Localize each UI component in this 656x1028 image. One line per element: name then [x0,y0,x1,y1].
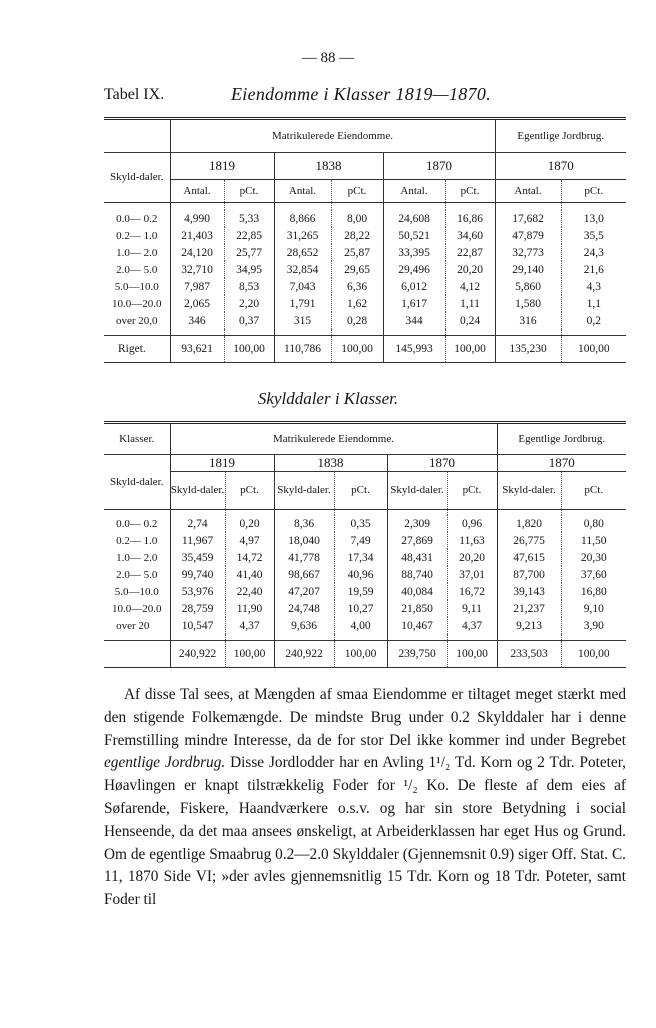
table-cell: 4,37 [225,617,274,634]
table-cell: 21,850 [387,600,447,617]
table-cell: 100,00 [225,640,274,667]
table-cell: 32,773 [495,244,561,261]
table-row [104,566,626,583]
table-cell: 20,20 [447,549,497,566]
table-row [104,227,626,244]
table-cell: 4,97 [225,532,274,549]
table-row [104,549,626,566]
table-cell: 1,791 [274,295,331,312]
emphasis-text: egentlige Jordbrug. [104,754,226,772]
table-row [104,278,626,295]
table-cell: 2,74 [170,515,225,532]
table-cell: 9,11 [447,600,497,617]
page-number: — 88 — [301,50,355,66]
year-header: 1870 [383,152,495,179]
table-cell: Riget. [104,335,170,362]
table-cell: 5,860 [495,278,561,295]
table-cell: 26,775 [497,532,561,549]
table-cell: 20,30 [561,549,626,566]
table-cell: 100,00 [445,335,495,362]
table-cell: 4,12 [445,278,495,295]
table-cell: 100,00 [331,335,383,362]
table-cell: 5.0—10.0 [114,280,159,293]
table-cell: 1,11 [445,295,495,312]
table-cell: 315 [274,312,331,329]
table-cell: 8,36 [274,515,334,532]
table-cell: 28,652 [274,244,331,261]
column-header: pCt. [561,471,626,509]
table-cell: 0,24 [445,312,495,329]
table-skylddaler [104,421,626,668]
table-cell: 135,230 [495,335,561,362]
column-header: Skyld-daler. [387,471,447,509]
table-cell: 1,820 [497,515,561,532]
table-cell: 100,00 [561,335,626,362]
table-cell: 6,36 [331,278,383,295]
table-cell: 0,28 [331,312,383,329]
table-cell: 316 [495,312,561,329]
table-label: Tabel IX. [104,86,165,103]
table-cell: 18,040 [274,532,334,549]
klasser-header: Klasser. [119,432,155,445]
row-header: Skyld-daler. [104,454,170,509]
table-cell: 24,3 [561,244,626,261]
table-cell: 33,395 [383,244,445,261]
table-cell: 239,750 [387,640,447,667]
table-cell: 9,636 [274,617,334,634]
table-cell: 100,00 [334,640,387,667]
table-cell: 0.2— 1.0 [116,229,158,242]
table-cell: 10,547 [170,617,225,634]
table-cell: 37,60 [561,566,626,583]
year-header: 1819 [170,454,274,471]
table-cell: 4,990 [170,210,224,227]
table-cell: 25,77 [224,244,274,261]
table-cell: 344 [383,312,445,329]
column-header: Antal. [170,179,224,202]
table-cell: 6,012 [383,278,445,295]
table-cell: 11,63 [447,532,497,549]
table-row [104,617,626,634]
table-title: Eiendomme i Klasser 1819—1870. [231,84,491,104]
table-cell: 10,27 [334,600,387,617]
table-cell: 47,207 [274,583,334,600]
table-cell: 40,084 [387,583,447,600]
row-header: Skyld-daler. [104,152,170,202]
text-span: Disse Jordlodder har en Avling 1¹/₂ Td. Korn og 2 Tdr. Poteter, Høavlingen er knapt tilstrækkelig Foder for ¹/₂ Ko. De fleste af dem eies af Søfarende, Fiskere, Haandværkere o.s.v. og har sin store Betydning i social Henseende, da det maa ansees ønskeligt, at Arbeiderklassen har eget Hus og Grund. Om de egentlige Smaabrug 0.2—2.0 Skylddaler (Gjennemsnit 0.9) siger Off. Stat. C. 11, 1870 Side VI; »der avles gjennemsnitlig 15 Tdr. Korn og 18 Tdr. Poteter, samt Foder til [104,754,626,909]
table-cell: 1.0— 2.0 [116,246,158,259]
table-cell: 7,987 [170,278,224,295]
table-cell: 31,265 [274,227,331,244]
table-cell: 27,869 [387,532,447,549]
column-header: Antal. [274,179,331,202]
table-cell: 9,10 [561,600,626,617]
table-cell: 47,615 [497,549,561,566]
table-cell: 29,65 [331,261,383,278]
column-header: pCt. [561,179,626,202]
table-cell: 41,778 [274,549,334,566]
table-cell: 19,59 [334,583,387,600]
table-cell: 4,3 [561,278,626,295]
group-header: Matrikulerede Eiendomme. [170,424,497,454]
table-cell: 20,20 [445,261,495,278]
table-cell: 2,309 [387,515,447,532]
table-cell: 2,065 [170,295,224,312]
column-header: pCt. [225,471,274,509]
table-cell: 34,95 [224,261,274,278]
total-row [104,335,626,362]
table-row [104,261,626,278]
table-cell: 240,922 [170,640,225,667]
table-cell: 4,37 [447,617,497,634]
table-cell: 22,87 [445,244,495,261]
table-eiendomme [104,117,626,363]
table-cell: 1,62 [331,295,383,312]
column-header: Skyld-daler. [497,471,561,509]
table-cell: over 20 [116,619,150,632]
table-cell: 100,00 [561,640,626,667]
table-cell: 1,1 [561,295,626,312]
table-cell: 145,993 [383,335,445,362]
table-cell: 40,96 [334,566,387,583]
table-cell: 9,213 [497,617,561,634]
table-cell: 0,20 [225,515,274,532]
table-row [104,312,626,329]
table-cell: 3,90 [561,617,626,634]
table-row [104,600,626,617]
table-cell: 24,120 [170,244,224,261]
table-cell: 0,96 [447,515,497,532]
table-cell: 35,5 [561,227,626,244]
table-cell: 0.2— 1.0 [116,534,158,547]
table-cell: 32,710 [170,261,224,278]
table-cell: 2,20 [224,295,274,312]
table-cell: 21,403 [170,227,224,244]
table-cell: 2.0— 5.0 [116,263,158,276]
table-cell: 233,503 [497,640,561,667]
total-row [104,640,626,667]
table-cell: 110,786 [274,335,331,362]
table-cell: 22,85 [224,227,274,244]
egentlige-header: Egentlige Jordbrug. [497,424,626,454]
year-header: 1838 [274,152,383,179]
table-cell: 1.0— 2.0 [116,551,158,564]
column-header: Skyld-daler. [274,471,334,509]
table-cell: 2.0— 5.0 [116,568,158,581]
table-cell: 5.0—10.0 [114,585,159,598]
table-cell [104,640,170,667]
column-header: Skyld-daler. [170,471,225,509]
table-row [104,210,626,227]
table-cell: 0,80 [561,515,626,532]
column-header: pCt. [334,471,387,509]
table-cell: 24,748 [274,600,334,617]
table-cell: 99,740 [170,566,225,583]
table-cell: 50,521 [383,227,445,244]
table-cell: 5,33 [224,210,274,227]
table-cell: 16,80 [561,583,626,600]
table-cell: 0,37 [224,312,274,329]
table-cell: 29,496 [383,261,445,278]
table-cell: 35,459 [170,549,225,566]
table-row [104,583,626,600]
table-cell: 346 [170,312,224,329]
table-cell: 0,2 [561,312,626,329]
table-cell: 240,922 [274,640,334,667]
table-cell: 7,043 [274,278,331,295]
table-cell: 47,879 [495,227,561,244]
year-header: 1870 [497,454,626,471]
table-cell: 41,40 [225,566,274,583]
table-cell: 17,682 [495,210,561,227]
table-cell: 100,00 [447,640,497,667]
table-cell: 24,608 [383,210,445,227]
year-header: 1870 [387,454,497,471]
group-header: Matrikulerede Eiendomme. [170,120,495,152]
table-cell: 1,580 [495,295,561,312]
table-row [104,532,626,549]
table-cell: 13,0 [561,210,626,227]
column-header: pCt. [445,179,495,202]
year-header: 1819 [170,152,274,179]
table-cell: 11,50 [561,532,626,549]
table-cell: 7,49 [334,532,387,549]
table-cell: 21,237 [497,600,561,617]
table-cell: 21,6 [561,261,626,278]
table-cell: 0,35 [334,515,387,532]
table-cell: 22,40 [225,583,274,600]
column-header: Antal. [383,179,445,202]
table-cell: 37,01 [447,566,497,583]
paragraph [104,684,626,912]
table-row [104,295,626,312]
table-cell: 39,143 [497,583,561,600]
table-cell: 11,90 [225,600,274,617]
table-cell: 1,617 [383,295,445,312]
table-cell: 34,60 [445,227,495,244]
table-cell: 4,00 [334,617,387,634]
table-cell: 93,621 [170,335,224,362]
column-header: pCt. [224,179,274,202]
table-cell: 29,140 [495,261,561,278]
table-cell: 17,34 [334,549,387,566]
table-cell: 11,967 [170,532,225,549]
section-title: Skylddaler i Klasser. [257,389,399,408]
table-cell: 0.0— 0.2 [116,212,158,225]
column-header: pCt. [447,471,497,509]
table-cell: 16,72 [447,583,497,600]
table-cell: 100,00 [224,335,274,362]
year-header: 1870 [495,152,626,179]
table-cell: 28,22 [331,227,383,244]
table-cell: 28,759 [170,600,225,617]
table-cell: 32,854 [274,261,331,278]
table-cell: 48,431 [387,549,447,566]
table-row [104,515,626,532]
table-cell: 87,700 [497,566,561,583]
column-header: pCt. [331,179,383,202]
column-header: Antal. [495,179,561,202]
text-span: Af disse Tal sees, at Mængden af smaa Eiendomme er tiltaget meget stærkt med den stigende Folkemængde. De mindste Brug under 0.2 Skylddaler har i denne Fremstilling mindre Interesse, da de for stor Del ikke kommer ind under Begrebet [104,686,626,749]
table-cell: 14,72 [225,549,274,566]
table-cell: 53,976 [170,583,225,600]
table-cell: 16,86 [445,210,495,227]
table-cell: over 20,0 [115,314,158,327]
table-cell: 88,740 [387,566,447,583]
table-cell: 8,866 [274,210,331,227]
table-cell: 10.0—20.0 [112,297,162,310]
table-cell: 8,53 [224,278,274,295]
year-header: 1838 [274,454,387,471]
table-cell: 10.0—20.0 [112,602,162,615]
egentlige-header: Egentlige Jordbrug. [495,120,626,152]
table-cell: 8,00 [331,210,383,227]
table-cell: 10,467 [387,617,447,634]
table-cell: 0.0— 0.2 [116,517,158,530]
table-cell: 25,87 [331,244,383,261]
table-row [104,244,626,261]
table-cell: 98,667 [274,566,334,583]
body-text [104,684,626,912]
